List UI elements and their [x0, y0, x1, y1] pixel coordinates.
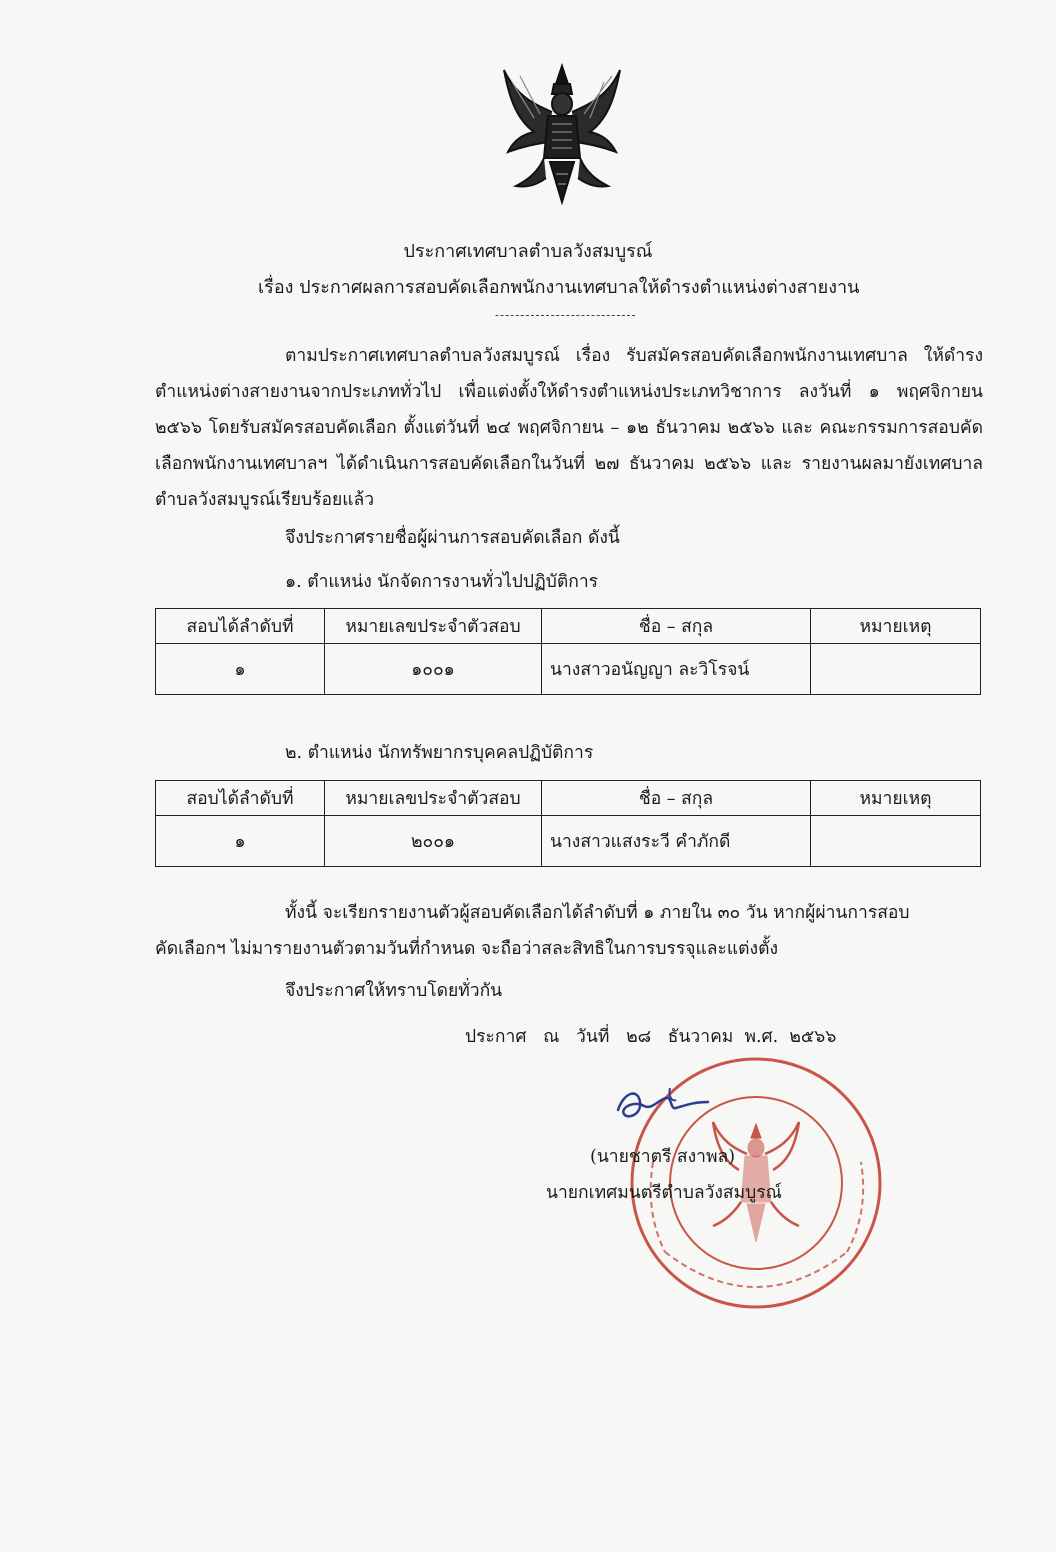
cell-name: นางสาวแสงระวี คำภักดี [542, 816, 811, 867]
signer-name: (นายชาตรี สงาพล) [590, 1147, 736, 1167]
table-row [156, 816, 981, 867]
date-line: ประกาศ ณ วันที่ ๒๘ ธันวาคม พ.ศ. ๒๕๖๖ [465, 1027, 837, 1047]
col-remark-header: หมายเหตุ [811, 781, 981, 816]
table-row [156, 644, 981, 695]
notice-line-1: ทั้งนี้ จะเรียกรายงานตัวผู้สอบคัดเลือกได้ลำดับที่ ๑ ภายใน ๓๐ วัน หากผู้ผ่านการสอบ [285, 903, 910, 923]
intro-text: ตามประกาศเทศบาลตำบลวังสมบูรณ์ เรื่อง รับสมัครสอบคัดเลือกพนักงานเทศบาล ให้ดำรงตำแหน่งต่างสายงานจากประเภททั่วไป เพื่อแต่งตั้งให้ดำรงตำแหน่งประเภทวิชาการ ลงวันที่ ๑ พฤศจิกายน ๒๕๖๖ โดยรับสมัครสอบคัดเลือก ตั้งแต่วันที่ ๒๔ พฤศจิกายน – ๑๒ ธันวาคม ๒๕๖๖ และ คณะกรรมการสอบคัดเลือกพนักงานเทศบาลฯ ได้ดำเนินการสอบคัดเลือกในวันที่ ๒๗ ธันวาคม ๒๕๖๖ และ รายงานผลมายังเทศบาลตำบลวังสมบูรณ์เรียบร้อยแล้ว [155, 346, 983, 510]
position-1-heading: ๑. ตำแหน่ง นักจัดการงานทั่วไปปฏิบัติการ [285, 572, 599, 592]
announcement-subject: เรื่อง ประกาศผลการสอบคัดเลือกพนักงานเทศบาลให้ดำรงตำแหน่งต่างสายงาน [258, 277, 860, 298]
results-table-2 [155, 780, 981, 867]
notice-line-2: คัดเลือกฯ ไม่มารายงานตัวตามวันที่กำหนด จะถือว่าสละสิทธิในการบรรจุและแต่งตั้ง [155, 939, 778, 959]
intro-paragraph [155, 338, 983, 518]
garuda-emblem-icon [498, 62, 626, 210]
cell-remark [811, 816, 981, 867]
col-rank-header: สอบได้ลำดับที่ [156, 609, 325, 644]
announcement-title: ประกาศเทศบาลตำบลวังสมบูรณ์ [403, 241, 653, 262]
position-2-heading: ๒. ตำแหน่ง นักทรัพยากรบุคคลปฏิบัติการ [285, 743, 594, 763]
col-exam-no-header: หมายเลขประจำตัวสอบ [325, 781, 542, 816]
table-header-row [156, 609, 981, 644]
cell-remark [811, 644, 981, 695]
title-divider: ---------------------------- [495, 308, 637, 322]
col-name-header: ชื่อ – สกุล [542, 609, 811, 644]
cell-exam-no: ๑๐๐๑ [325, 644, 542, 695]
cell-rank: ๑ [156, 644, 325, 695]
cell-exam-no: ๒๐๐๑ [325, 816, 542, 867]
closing-line: จึงประกาศให้ทราบโดยทั่วกัน [285, 981, 503, 1001]
announce-list-line: จึงประกาศรายชื่อผู้ผ่านการสอบคัดเลือก ดังนี้ [285, 528, 620, 548]
cell-name: นางสาวอนัญญา ละวิโรจน์ [542, 644, 811, 695]
col-name-header: ชื่อ – สกุล [542, 781, 811, 816]
table-header-row [156, 781, 981, 816]
results-table-1 [155, 608, 981, 695]
col-rank-header: สอบได้ลำดับที่ [156, 781, 325, 816]
signer-title: นายกเทศมนตรีตำบลวังสมบูรณ์ [546, 1183, 782, 1203]
signature-icon [610, 1080, 720, 1130]
cell-rank: ๑ [156, 816, 325, 867]
col-exam-no-header: หมายเลขประจำตัวสอบ [325, 609, 542, 644]
col-remark-header: หมายเหตุ [811, 609, 981, 644]
